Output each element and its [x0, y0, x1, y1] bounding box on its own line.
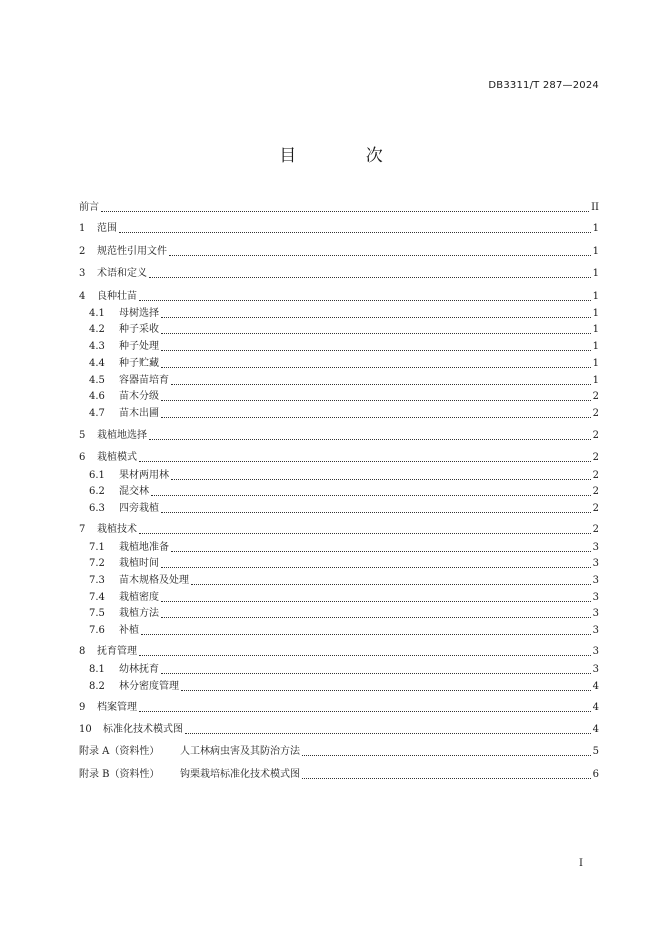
dot-leader [141, 634, 591, 635]
dot-leader [151, 495, 591, 496]
toc-entry-page: 2 [592, 470, 599, 481]
dot-leader [101, 211, 589, 212]
toc-entry-label: 钩栗栽培标准化技术模式图 [180, 769, 300, 780]
toc-entry-label: 范围 [97, 223, 117, 234]
page-number: I [579, 858, 583, 869]
dot-leader [169, 255, 591, 256]
toc-entry-4-4[interactable] [89, 357, 599, 371]
toc-entry-label: 栽植时间 [119, 558, 159, 569]
toc-entry-label: 栽植地选择 [97, 430, 147, 441]
toc-entry-number: 6 [79, 452, 86, 463]
toc-entry-number: 6.2 [89, 486, 105, 497]
toc-entry-label: 栽植方法 [119, 608, 159, 619]
toc-entry-8-1[interactable] [89, 663, 599, 677]
toc-entry-label: 混交林 [119, 486, 149, 497]
toc-entry-page: 1 [592, 308, 599, 319]
toc-entry-page: 2 [592, 391, 599, 402]
toc-entry-page: 3 [592, 592, 599, 603]
dot-leader [149, 277, 591, 278]
toc-entry-label: 栽植密度 [119, 592, 159, 603]
toc-entry-label: 幼林抚育 [119, 664, 159, 675]
toc-entry-8[interactable] [79, 645, 599, 659]
toc-entry-page: 1 [592, 341, 599, 352]
toc-entry-label: 标准化技术模式图 [103, 724, 183, 735]
toc-entry-page: 1 [592, 268, 599, 279]
toc-entry-number: 7.6 [89, 625, 105, 636]
toc-entry-label: 种子采收 [119, 324, 159, 335]
toc-entry-page: 1 [592, 375, 599, 386]
dot-leader [185, 733, 591, 734]
toc-entry-4-7[interactable] [89, 407, 599, 421]
toc-entry-page: 1 [592, 358, 599, 369]
toc-entry-page: 2 [592, 452, 599, 463]
dot-leader [171, 384, 591, 385]
toc-entry-label: 四旁栽植 [119, 503, 159, 514]
toc-entry-number: 9 [79, 702, 86, 713]
toc-entry-6-2[interactable] [89, 485, 599, 499]
standard-code: DB3311/T 287—2024 [488, 80, 599, 91]
toc-entry-4[interactable] [79, 290, 599, 304]
dot-leader [139, 533, 591, 534]
toc-entry-page: 1 [592, 291, 599, 302]
dot-leader [171, 551, 591, 552]
toc-entry-7-2[interactable] [89, 557, 599, 571]
toc-entry-number: 7 [79, 524, 86, 535]
dot-leader [161, 333, 591, 334]
dot-leader [181, 690, 591, 691]
toc-entry-page: 3 [592, 575, 599, 586]
toc-entry-number: 4.1 [89, 308, 105, 319]
dot-leader [139, 300, 591, 301]
dot-leader [139, 711, 591, 712]
toc-entry-label: 母树选择 [119, 308, 159, 319]
toc-entry-label: 容器苗培育 [119, 375, 169, 386]
dot-leader [161, 400, 591, 401]
dot-leader [139, 655, 591, 656]
toc-entry-page: 3 [592, 664, 599, 675]
toc-entry-page: 4 [592, 724, 599, 735]
toc-entry-number: 4.5 [89, 375, 105, 386]
toc-entry-number: 3 [79, 268, 86, 279]
toc-entry-label: 苗木分级 [119, 391, 159, 402]
toc-entry-6[interactable] [79, 451, 599, 465]
dot-leader [161, 317, 591, 318]
toc-entry-label: 术语和定义 [97, 268, 147, 279]
dot-leader [161, 567, 591, 568]
toc-entry-6-3[interactable] [89, 502, 599, 516]
toc-entry-page: 1 [592, 223, 599, 234]
toc-entry-1[interactable] [79, 222, 599, 236]
toc-entry-number: 8 [79, 646, 86, 657]
toc-entry-10[interactable] [79, 723, 599, 737]
toc-entry-3[interactable] [79, 267, 599, 281]
toc-entry-page: 3 [592, 542, 599, 553]
toc-entry-number: 7.3 [89, 575, 105, 586]
toc-entry-page: 3 [592, 646, 599, 657]
toc-entry-page: 1 [592, 324, 599, 335]
toc-entry-label: 林分密度管理 [119, 681, 179, 692]
toc-entry-number: 6.1 [89, 470, 105, 481]
toc-entry-page: 2 [592, 408, 599, 419]
dot-leader [161, 673, 591, 674]
toc-entry-page: 5 [592, 746, 599, 757]
toc-entry-label: 规范性引用文件 [97, 246, 167, 257]
dot-leader [302, 778, 591, 779]
toc-entry-number: 附录 A（资料性） [79, 746, 160, 757]
toc-entry-number: 7.5 [89, 608, 105, 619]
toc-entry-label: 良种壮苗 [97, 291, 137, 302]
toc-entry-number: 1 [79, 223, 86, 234]
toc-entry-7-1[interactable] [89, 541, 599, 555]
toc-entry-annex-b[interactable] [79, 768, 599, 782]
toc-entry-page: 6 [592, 769, 599, 780]
toc-entry-number: 10 [79, 724, 92, 735]
toc-entry-page: 2 [592, 486, 599, 497]
toc-entry-label: 种子贮藏 [119, 358, 159, 369]
dot-leader [161, 417, 591, 418]
toc-entry-4-5[interactable] [89, 374, 599, 388]
dot-leader [161, 512, 591, 513]
toc-entry-number: 4.7 [89, 408, 105, 419]
toc-entry-5[interactable] [79, 429, 599, 443]
toc-entry-label: 人工林病虫害及其防治方法 [180, 746, 300, 757]
toc-entry-number: 7.2 [89, 558, 105, 569]
toc-entry-number: 4.2 [89, 324, 105, 335]
toc-entry-number: 7.4 [89, 592, 105, 603]
toc-entry-number: 6.3 [89, 503, 105, 514]
toc-entry-4-3[interactable] [89, 340, 599, 354]
toc-entry-annex-a[interactable] [79, 745, 599, 759]
dot-leader [149, 439, 591, 440]
toc-entry-page: 4 [592, 681, 599, 692]
toc-entry-number: 8.2 [89, 681, 105, 692]
toc-entry-9[interactable] [79, 701, 599, 715]
toc-entry-number: 7.1 [89, 542, 105, 553]
toc-entry-7[interactable] [79, 523, 599, 537]
toc-entry-page: II [591, 202, 599, 213]
dot-leader [161, 601, 591, 602]
toc-entry-page: 2 [592, 524, 599, 535]
toc-entry-label: 栽植模式 [97, 452, 137, 463]
toc-entry-4-1[interactable] [89, 307, 599, 321]
toc-entry-page: 4 [592, 702, 599, 713]
toc-entry-label: 果材两用林 [119, 470, 169, 481]
toc-entry-page: 3 [592, 625, 599, 636]
toc-entry-page: 1 [592, 246, 599, 257]
dot-leader [171, 479, 591, 480]
toc-entry-8-2[interactable] [89, 680, 599, 694]
toc-entry-page: 2 [592, 430, 599, 441]
toc-entry-7-5[interactable] [89, 607, 599, 621]
toc-entry-label: 补植 [119, 625, 139, 636]
dot-leader [302, 755, 591, 756]
toc-entry-label: 苗木规格及处理 [119, 575, 189, 586]
toc-entry-number: 4.6 [89, 391, 105, 402]
toc-entry-7-6[interactable] [89, 624, 599, 638]
dot-leader [161, 617, 591, 618]
toc-entry-page: 3 [592, 608, 599, 619]
toc-entry-preface[interactable] [79, 201, 599, 215]
toc-entry-2[interactable] [79, 245, 599, 259]
dot-leader [161, 367, 591, 368]
dot-leader [119, 232, 591, 233]
page-title: 目 次 [279, 146, 415, 166]
toc-entry-number: 8.1 [89, 664, 105, 675]
toc-entry-page: 2 [592, 503, 599, 514]
toc-entry-number: 4.3 [89, 341, 105, 352]
toc-entry-4-2[interactable] [89, 323, 599, 337]
dot-leader [161, 350, 591, 351]
toc-entry-4-6[interactable] [89, 390, 599, 404]
toc-entry-7-3[interactable] [89, 574, 599, 588]
toc-entry-number: 4.4 [89, 358, 105, 369]
toc-entry-label: 前言 [79, 202, 99, 213]
dot-leader [191, 584, 591, 585]
toc-entry-label: 栽植技术 [97, 524, 137, 535]
toc-entry-number: 5 [79, 430, 86, 441]
toc-entry-label: 栽植地准备 [119, 542, 169, 553]
toc-entry-label: 种子处理 [119, 341, 159, 352]
toc-entry-number: 2 [79, 246, 86, 257]
toc-entry-number: 附录 B（资料性） [79, 769, 160, 780]
toc-entry-label: 档案管理 [97, 702, 137, 713]
dot-leader [139, 461, 591, 462]
toc-entry-label: 苗木出圃 [119, 408, 159, 419]
toc-entry-6-1[interactable] [89, 469, 599, 483]
toc-entry-number: 4 [79, 291, 86, 302]
toc-entry-7-4[interactable] [89, 591, 599, 605]
toc-entry-label: 抚育管理 [97, 646, 137, 657]
toc-entry-page: 3 [592, 558, 599, 569]
